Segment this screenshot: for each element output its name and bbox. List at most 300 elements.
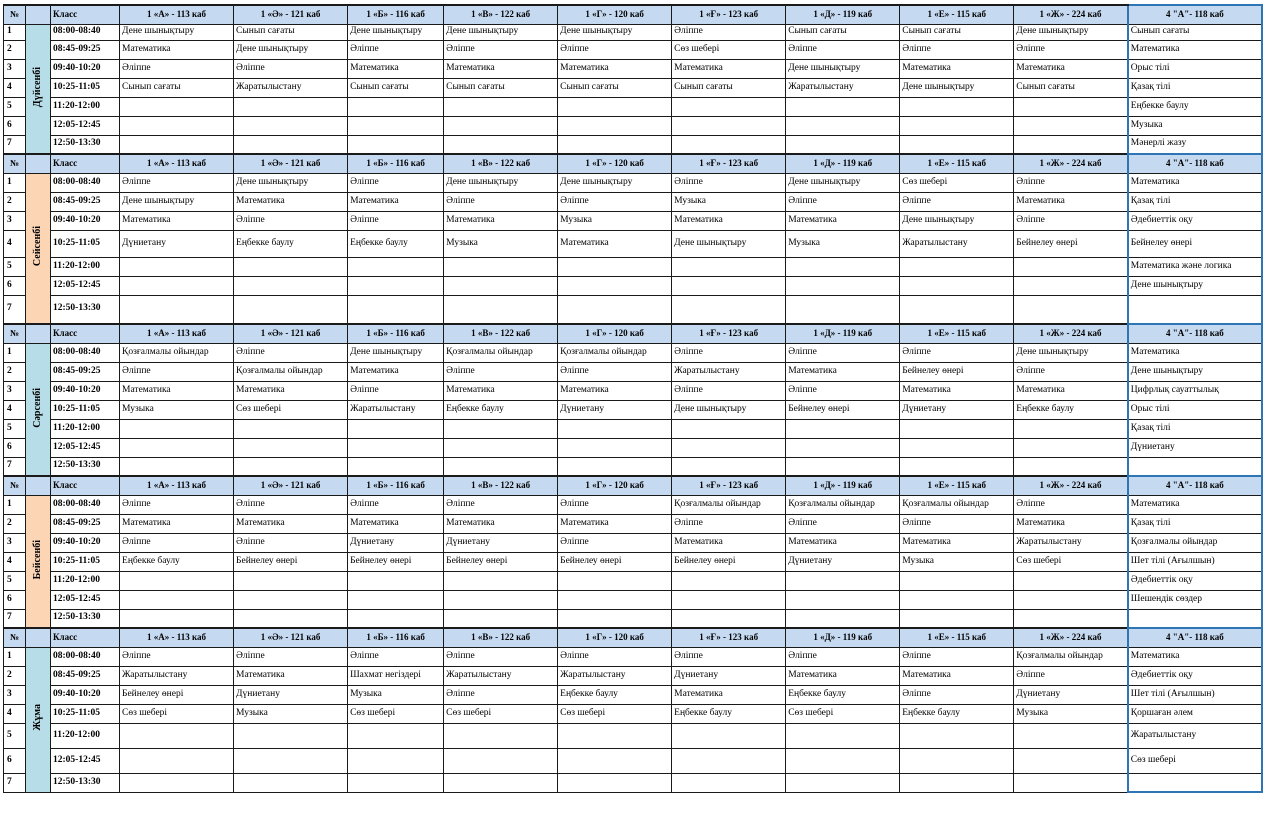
lesson-number: 4 xyxy=(4,400,26,419)
subject-cell: Математика xyxy=(1014,192,1128,211)
subject-cell xyxy=(120,97,234,116)
subject-cell xyxy=(348,295,444,324)
header-row xyxy=(4,154,1263,173)
subject-cell xyxy=(786,257,900,276)
lesson-time: 09:40-10:20 xyxy=(51,685,120,704)
lesson-row xyxy=(4,704,1263,723)
lesson-row xyxy=(4,381,1263,400)
lesson-row xyxy=(4,685,1263,704)
subject-cell xyxy=(1128,609,1262,628)
subject-cell xyxy=(444,773,558,792)
subject-cell xyxy=(1128,295,1262,324)
subject-cell xyxy=(672,748,786,773)
subject-cell: Математика xyxy=(558,381,672,400)
header-row xyxy=(4,476,1263,495)
subject-cell xyxy=(444,97,558,116)
subject-cell xyxy=(1014,748,1128,773)
subject-cell: Математика xyxy=(1128,647,1262,666)
subject-cell: Математика xyxy=(444,514,558,533)
subject-cell: Жаратылыстану xyxy=(1128,723,1262,748)
header-class-name: 1 «Б» - 116 каб xyxy=(348,628,444,647)
lesson-row xyxy=(4,257,1263,276)
subject-cell: Дүниетану xyxy=(786,552,900,571)
lesson-time: 09:40-10:20 xyxy=(51,381,120,400)
subject-cell: Математика xyxy=(234,381,348,400)
subject-cell: Математика xyxy=(348,362,444,381)
header-class-name: 4 "А"- 118 каб xyxy=(1128,154,1262,173)
subject-cell: Еңбекке баулу xyxy=(1014,400,1128,419)
subject-cell: Дүниетану xyxy=(234,685,348,704)
subject-cell xyxy=(900,97,1014,116)
subject-cell: Әліппе xyxy=(348,647,444,666)
subject-cell xyxy=(1014,276,1128,295)
subject-cell xyxy=(1014,457,1128,476)
subject-cell: Қозғалмалы ойындар xyxy=(234,362,348,381)
header-class-name: 4 "А"- 118 каб xyxy=(1128,476,1262,495)
subject-cell: Сөз шебері xyxy=(234,400,348,419)
subject-cell xyxy=(444,135,558,154)
subject-cell: Әліппе xyxy=(1014,40,1128,59)
subject-cell xyxy=(234,773,348,792)
subject-cell: Дене шынықтыру xyxy=(348,343,444,362)
lesson-time: 12:05-12:45 xyxy=(51,116,120,135)
subject-cell xyxy=(1014,723,1128,748)
lesson-number: 5 xyxy=(4,419,26,438)
subject-cell: Әліппе xyxy=(786,514,900,533)
subject-cell xyxy=(234,609,348,628)
header-class-name: 1 «Д» - 119 каб xyxy=(786,628,900,647)
subject-cell: Математика xyxy=(786,666,900,685)
header-class-name: 1 «Ғ» - 123 каб xyxy=(672,476,786,495)
subject-cell: Әдебиеттік оқу xyxy=(1128,666,1262,685)
subject-cell: Әліппе xyxy=(234,59,348,78)
lesson-row xyxy=(4,40,1263,59)
subject-cell: Сөз шебері xyxy=(672,40,786,59)
header-class-name: 1 «Е» - 115 каб xyxy=(900,154,1014,173)
subject-cell xyxy=(786,571,900,590)
subject-cell: Еңбекке баулу xyxy=(444,400,558,419)
lesson-number: 4 xyxy=(4,704,26,723)
subject-cell: Қазақ тілі xyxy=(1128,78,1262,97)
subject-cell: Әліппе xyxy=(444,362,558,381)
header-class-name: 1 «Ғ» - 123 каб xyxy=(672,324,786,343)
subject-cell: Дене шынықтыру xyxy=(672,230,786,257)
subject-cell: Әліппе xyxy=(900,647,1014,666)
header-class-name: 1 «Г» - 120 каб xyxy=(558,154,672,173)
subject-cell: Дене шынықтыру xyxy=(234,40,348,59)
subject-cell: Математика xyxy=(900,533,1014,552)
header-day-blank xyxy=(26,628,51,647)
subject-cell: Сөз шебері xyxy=(120,704,234,723)
day-label xyxy=(26,647,51,792)
subject-cell: Математика xyxy=(348,59,444,78)
lesson-number: 4 xyxy=(4,552,26,571)
subject-cell xyxy=(786,116,900,135)
lesson-number: 2 xyxy=(4,514,26,533)
subject-cell: Әліппе xyxy=(234,647,348,666)
header-day-blank xyxy=(26,324,51,343)
subject-cell xyxy=(558,97,672,116)
subject-cell: Дене шынықтыру xyxy=(558,24,672,40)
header-class-name: 1 «Е» - 115 каб xyxy=(900,476,1014,495)
lesson-row xyxy=(4,362,1263,381)
subject-cell: Математика xyxy=(120,514,234,533)
subject-cell xyxy=(786,590,900,609)
subject-cell: Еңбекке баулу xyxy=(348,230,444,257)
subject-cell xyxy=(444,419,558,438)
subject-cell: Бейнелеу өнері xyxy=(1128,230,1262,257)
subject-cell xyxy=(348,135,444,154)
subject-cell: Әліппе xyxy=(1014,495,1128,514)
subject-cell: Әдебиеттік оқу xyxy=(1128,211,1262,230)
header-class-name: 1 «Ж» - 224 каб xyxy=(1014,476,1128,495)
subject-cell xyxy=(234,438,348,457)
subject-cell: Математика xyxy=(672,211,786,230)
subject-cell: Еңбекке баулу xyxy=(234,230,348,257)
lesson-number: 1 xyxy=(4,495,26,514)
lesson-time: 11:20-12:00 xyxy=(51,723,120,748)
subject-cell: Әліппе xyxy=(1014,173,1128,192)
subject-cell: Сынып сағаты xyxy=(234,24,348,40)
lesson-number: 5 xyxy=(4,97,26,116)
subject-cell: Қозғалмалы ойындар xyxy=(786,495,900,514)
subject-cell: Сынып сағаты xyxy=(1128,24,1262,40)
subject-cell xyxy=(672,116,786,135)
header-class-name: 4 "А"- 118 каб xyxy=(1128,324,1262,343)
lesson-number: 3 xyxy=(4,211,26,230)
lesson-number: 3 xyxy=(4,381,26,400)
subject-cell xyxy=(900,773,1014,792)
subject-cell: Дене шынықтыру xyxy=(444,24,558,40)
lesson-time: 11:20-12:00 xyxy=(51,257,120,276)
header-class-name: 1 «А» - 113 каб xyxy=(120,476,234,495)
subject-cell: Дүниетану xyxy=(120,230,234,257)
subject-cell xyxy=(1128,457,1262,476)
subject-cell: Әліппе xyxy=(900,40,1014,59)
subject-cell: Математика xyxy=(444,381,558,400)
subject-cell xyxy=(444,457,558,476)
subject-cell: Шешендік сөздер xyxy=(1128,590,1262,609)
subject-cell: Дене шынықтыру xyxy=(348,24,444,40)
lesson-time: 12:05-12:45 xyxy=(51,590,120,609)
subject-cell: Әліппе xyxy=(120,495,234,514)
subject-cell xyxy=(672,97,786,116)
subject-cell: Математика xyxy=(900,666,1014,685)
header-class-name: 1 «Г» - 120 каб xyxy=(558,5,672,24)
subject-cell: Қазақ тілі xyxy=(1128,419,1262,438)
subject-cell: Сынып сағаты xyxy=(1014,78,1128,97)
subject-cell: Әліппе xyxy=(348,173,444,192)
lesson-row xyxy=(4,457,1263,476)
lesson-row xyxy=(4,116,1263,135)
subject-cell: Әліппе xyxy=(786,40,900,59)
header-row xyxy=(4,5,1263,24)
header-num: № xyxy=(4,476,26,495)
subject-cell: Әліппе xyxy=(786,343,900,362)
subject-cell xyxy=(234,116,348,135)
subject-cell xyxy=(558,438,672,457)
header-num: № xyxy=(4,324,26,343)
subject-cell xyxy=(120,116,234,135)
day-label xyxy=(26,343,51,476)
lesson-time: 09:40-10:20 xyxy=(51,533,120,552)
lesson-time: 09:40-10:20 xyxy=(51,211,120,230)
subject-cell xyxy=(900,135,1014,154)
lesson-time: 10:25-11:05 xyxy=(51,230,120,257)
subject-cell: Еңбекке баулу xyxy=(558,685,672,704)
subject-cell xyxy=(786,276,900,295)
subject-cell xyxy=(444,116,558,135)
subject-cell: Әліппе xyxy=(120,59,234,78)
lesson-time: 11:20-12:00 xyxy=(51,571,120,590)
subject-cell: Жаратылыстану xyxy=(348,400,444,419)
subject-cell: Әліппе xyxy=(348,40,444,59)
subject-cell: Қозғалмалы ойындар xyxy=(900,495,1014,514)
subject-cell: Математика xyxy=(1128,495,1262,514)
header-class-name: 1 «Ж» - 224 каб xyxy=(1014,5,1128,24)
subject-cell: Сөз шебері xyxy=(786,704,900,723)
header-class-name: 1 «Ж» - 224 каб xyxy=(1014,154,1128,173)
subject-cell: Сөз шебері xyxy=(558,704,672,723)
subject-cell: Сынып сағаты xyxy=(672,78,786,97)
subject-cell: Бейнелеу өнері xyxy=(444,552,558,571)
subject-cell: Әліппе xyxy=(558,362,672,381)
lesson-time: 08:45-09:25 xyxy=(51,666,120,685)
subject-cell: Математика xyxy=(120,40,234,59)
subject-cell: Жаратылыстану xyxy=(672,362,786,381)
subject-cell xyxy=(786,419,900,438)
subject-cell: Әліппе xyxy=(672,381,786,400)
subject-cell xyxy=(900,295,1014,324)
lesson-time: 11:20-12:00 xyxy=(51,97,120,116)
subject-cell: Еңбекке баулу xyxy=(900,704,1014,723)
header-class-name: 1 «Е» - 115 каб xyxy=(900,324,1014,343)
subject-cell xyxy=(234,97,348,116)
day-name: Бейсенбі xyxy=(31,539,43,580)
subject-cell xyxy=(558,457,672,476)
lesson-row xyxy=(4,438,1263,457)
subject-cell xyxy=(1014,438,1128,457)
subject-cell: Әліппе xyxy=(348,495,444,514)
subject-cell: Математика xyxy=(786,362,900,381)
subject-cell xyxy=(558,609,672,628)
subject-cell xyxy=(234,571,348,590)
header-day-blank xyxy=(26,476,51,495)
subject-cell: Дене шынықтыру xyxy=(1128,276,1262,295)
subject-cell xyxy=(120,723,234,748)
subject-cell: Әліппе xyxy=(672,173,786,192)
subject-cell: Сөз шебері xyxy=(1014,552,1128,571)
lesson-number: 2 xyxy=(4,40,26,59)
lesson-row xyxy=(4,723,1263,748)
subject-cell: Еңбекке баулу xyxy=(672,704,786,723)
subject-cell: Әліппе xyxy=(444,40,558,59)
subject-cell: Шет тілі (Ағылшын) xyxy=(1128,685,1262,704)
header-num: № xyxy=(4,5,26,24)
header-class-name: 1 «В» - 122 каб xyxy=(444,154,558,173)
subject-cell xyxy=(348,748,444,773)
header-class-name: 1 «Ә» - 121 каб xyxy=(234,476,348,495)
header-class-label: Класс xyxy=(51,324,120,343)
subject-cell: Музыка xyxy=(120,400,234,419)
header-class-name: 4 "А"- 118 каб xyxy=(1128,5,1262,24)
lesson-number: 4 xyxy=(4,78,26,97)
subject-cell: Әдебиеттік оқу xyxy=(1128,571,1262,590)
subject-cell: Дене шынықтыру xyxy=(900,211,1014,230)
subject-cell xyxy=(900,257,1014,276)
lesson-number: 1 xyxy=(4,343,26,362)
subject-cell xyxy=(120,748,234,773)
day-label xyxy=(26,173,51,324)
lesson-time: 10:25-11:05 xyxy=(51,552,120,571)
subject-cell: Бейнелеу өнері xyxy=(672,552,786,571)
subject-cell xyxy=(672,609,786,628)
subject-cell xyxy=(348,457,444,476)
lesson-number: 2 xyxy=(4,666,26,685)
subject-cell xyxy=(558,571,672,590)
subject-cell: Әліппе xyxy=(900,192,1014,211)
lesson-row xyxy=(4,419,1263,438)
day-name: Жұма xyxy=(31,704,43,732)
subject-cell: Әліппе xyxy=(786,647,900,666)
lesson-row xyxy=(4,514,1263,533)
lesson-row xyxy=(4,230,1263,257)
subject-cell: Математика xyxy=(1128,343,1262,362)
subject-cell xyxy=(120,590,234,609)
subject-cell: Дүниетану xyxy=(444,533,558,552)
lesson-row xyxy=(4,135,1263,154)
subject-cell xyxy=(558,135,672,154)
lesson-number: 5 xyxy=(4,257,26,276)
subject-cell: Математика xyxy=(348,192,444,211)
subject-cell: Дене шынықтыру xyxy=(1014,343,1128,362)
lesson-time: 11:20-12:00 xyxy=(51,419,120,438)
subject-cell: Сөз шебері xyxy=(1128,748,1262,773)
lesson-row xyxy=(4,343,1263,362)
subject-cell xyxy=(786,457,900,476)
lesson-number: 7 xyxy=(4,135,26,154)
subject-cell xyxy=(348,438,444,457)
subject-cell xyxy=(786,723,900,748)
lesson-number: 1 xyxy=(4,24,26,40)
subject-cell xyxy=(786,295,900,324)
lesson-time: 10:25-11:05 xyxy=(51,78,120,97)
header-class-label: Класс xyxy=(51,154,120,173)
subject-cell xyxy=(234,457,348,476)
subject-cell xyxy=(1128,773,1262,792)
subject-cell: Математика xyxy=(786,533,900,552)
lesson-time: 08:00-08:40 xyxy=(51,495,120,514)
subject-cell: Әліппе xyxy=(672,24,786,40)
subject-cell: Әліппе xyxy=(900,685,1014,704)
subject-cell xyxy=(1014,609,1128,628)
header-class-name: 1 «Д» - 119 каб xyxy=(786,324,900,343)
lesson-time: 08:00-08:40 xyxy=(51,24,120,40)
subject-cell: Әліппе xyxy=(444,685,558,704)
subject-cell: Музыка xyxy=(348,685,444,704)
subject-cell xyxy=(558,257,672,276)
lesson-row xyxy=(4,24,1263,40)
subject-cell: Әліппе xyxy=(348,211,444,230)
subject-cell xyxy=(348,97,444,116)
subject-cell xyxy=(348,419,444,438)
lesson-row xyxy=(4,495,1263,514)
subject-cell xyxy=(786,609,900,628)
subject-cell xyxy=(672,257,786,276)
subject-cell xyxy=(786,748,900,773)
subject-cell xyxy=(1014,97,1128,116)
subject-cell: Шет тілі (Ағылшын) xyxy=(1128,552,1262,571)
subject-cell: Әліппе xyxy=(672,647,786,666)
subject-cell: Музыка xyxy=(672,192,786,211)
subject-cell: Дүниетану xyxy=(1128,438,1262,457)
subject-cell: Математика xyxy=(1014,514,1128,533)
lesson-number: 6 xyxy=(4,116,26,135)
subject-cell: Қоршаған әлем xyxy=(1128,704,1262,723)
subject-cell xyxy=(558,116,672,135)
lesson-time: 10:25-11:05 xyxy=(51,704,120,723)
lesson-number: 4 xyxy=(4,230,26,257)
header-class-name: 1 «А» - 113 каб xyxy=(120,324,234,343)
subject-cell: Әліппе xyxy=(558,40,672,59)
header-class-name: 1 «Ғ» - 123 каб xyxy=(672,628,786,647)
subject-cell xyxy=(900,116,1014,135)
subject-cell xyxy=(558,748,672,773)
subject-cell xyxy=(1014,135,1128,154)
header-class-label: Класс xyxy=(51,476,120,495)
subject-cell: Математика xyxy=(348,514,444,533)
subject-cell xyxy=(558,419,672,438)
subject-cell: Мәнерлі жазу xyxy=(1128,135,1262,154)
subject-cell xyxy=(348,116,444,135)
header-class-name: 1 «Е» - 115 каб xyxy=(900,628,1014,647)
lesson-number: 3 xyxy=(4,59,26,78)
subject-cell xyxy=(786,438,900,457)
header-class-name: 1 «В» - 122 каб xyxy=(444,324,558,343)
subject-cell xyxy=(672,419,786,438)
lesson-row xyxy=(4,173,1263,192)
header-class-name: 1 «Д» - 119 каб xyxy=(786,154,900,173)
subject-cell: Цифрлық сауаттылық xyxy=(1128,381,1262,400)
header-class-name: 1 «А» - 113 каб xyxy=(120,154,234,173)
subject-cell: Қазақ тілі xyxy=(1128,514,1262,533)
subject-cell xyxy=(444,295,558,324)
subject-cell xyxy=(234,276,348,295)
subject-cell: Музыка xyxy=(558,211,672,230)
lesson-number: 7 xyxy=(4,609,26,628)
subject-cell: Математика xyxy=(672,685,786,704)
subject-cell: Қозғалмалы ойындар xyxy=(558,343,672,362)
lesson-time: 08:45-09:25 xyxy=(51,40,120,59)
header-class-name: 1 «В» - 122 каб xyxy=(444,476,558,495)
subject-cell xyxy=(900,438,1014,457)
subject-cell: Математика xyxy=(672,533,786,552)
subject-cell xyxy=(1014,773,1128,792)
subject-cell: Сөз шебері xyxy=(348,704,444,723)
subject-cell xyxy=(348,590,444,609)
subject-cell: Әліппе xyxy=(444,647,558,666)
subject-cell xyxy=(444,748,558,773)
subject-cell: Бейнелеу өнері xyxy=(1014,230,1128,257)
subject-cell xyxy=(120,276,234,295)
lesson-number: 6 xyxy=(4,438,26,457)
lesson-number: 2 xyxy=(4,362,26,381)
subject-cell: Математика xyxy=(558,230,672,257)
subject-cell: Жаратылыстану xyxy=(900,230,1014,257)
subject-cell: Әліппе xyxy=(558,647,672,666)
subject-cell: Еңбекке баулу xyxy=(1128,97,1262,116)
subject-cell: Математика xyxy=(1014,381,1128,400)
